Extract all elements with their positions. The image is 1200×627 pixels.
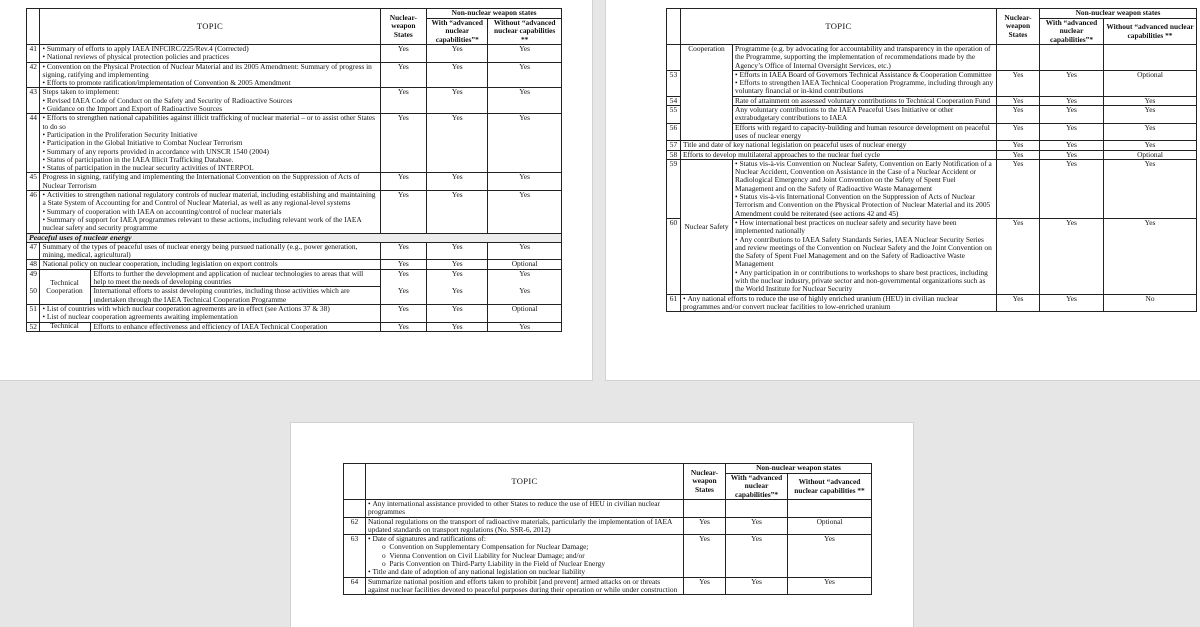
table-row: 41 • Summary of efforts to apply IAEA INFCIRC/225/Rev.4 (Corrected) • National reviews of physical protection policies and practices Yes Yes Yes	[27, 45, 562, 63]
category-label: Technical	[38, 322, 91, 332]
category-label: Nuclear Safety	[681, 159, 733, 294]
table-row: 46 • Activities to strengthen national regulatory controls of nuclear material, including establishing and maintaining a State System of Accounting for and Control of Nuclear Material, as well as any regional-level systems • Summary of cooperation with IAEA on accounting/control of nuclear materials • Summary of support for IAEA programmes relevant to these actions, including relevant work of the IAEA nuclear safety and security programme Yes Yes Yes	[27, 191, 562, 233]
without-advanced-header: Without “advanced nuclear capabilities **	[488, 19, 562, 45]
table-row: 55 Any voluntary contributions to the IAEA Peaceful Uses Initiative or other extrabudgetary contributions to IAEA Yes Yes Yes	[667, 106, 1197, 124]
topic-cell: Technical Cooperation Efforts to further the development and application of nuclear technologies to areas that will help to meet the needs of developing countries International efforts to assist developing countries, including those activities which are undertaken through the IAEA Technical Cooperation Programme	[40, 269, 380, 304]
topic-header: TOPIC	[681, 9, 997, 45]
without-advanced-header: Without “advanced nuclear capabilities **	[1104, 19, 1197, 45]
topic-cell: • Summary of efforts to apply IAEA INFCIRC/225/Rev.4 (Corrected) • National reviews of physical protection policies and practices	[40, 45, 380, 63]
document-page-2	[606, 0, 1200, 380]
table-row: 64 Summarize national position and efforts taken to prohibit [and prevent] armed attacks on or threats against nuclear facilities devoted to peaceful purposes during their operation or while under construction Yes Yes Yes	[344, 577, 872, 595]
topic-cell: • Convention on the Physical Protection of Nuclear Material and its 2005 Amendment: Summary of progress in signing, ratifying and implementing • Efforts to promote ratification/implementation of Convention & 2005 Amendment	[40, 62, 380, 88]
table-row: 43 Steps taken to implement: • Revised IAEA Code of Conduct on the Safety and Security of Radioactive Sources • Guidance on the Import and Export of Radioactive Sources Yes Yes Yes	[27, 88, 562, 114]
reporting-table-3	[343, 463, 872, 595]
nws-header: Nuclear-weapon States	[684, 464, 726, 500]
topic-cell: • Date of signatures and ratifications of: o Convention on Supplementary Compensation for Nuclear Damage; o Vienna Convention on Civil Liability for Nuclear Damage; and/or o Paris Convention on Third-Party Liability in the Field of Nuclear Energy • Title and date of adoption of any national legislation on nuclear liability	[366, 535, 684, 577]
reporting-table-1	[26, 8, 562, 332]
num-header	[27, 9, 40, 45]
table-row: 44 • Efforts to strengthen national capabilities against illicit trafficking of nuclear material – or to assist other States to do so • Participation in the Proliferation Security Initiative • Participation in the Global Initiative to Combat Nuclear Terrorism • Summary of any reports provided in accordance with UNSCR 1540 (2004) • Status of participation in the IAEA Illicit Trafficking Database. • Status of participation in the nuclear security activities of INTERPOL Yes Yes Yes	[27, 114, 562, 173]
topic-cell: • List of countries with which nuclear cooperation agreements are in effect (see Actions 37 & 38) • List of nuclear cooperation agreements awaiting implementation	[40, 304, 380, 322]
table-row: 45 Progress in signing, ratifying and implementing the International Convention on the Suppression of Acts of Nuclear Terrorism Yes Yes Yes	[27, 173, 562, 191]
category-label: Technical Cooperation	[38, 269, 91, 305]
table-row: • Any international assistance provided to other States to reduce the use of HEU in civilian nuclear programmes	[344, 500, 872, 518]
topic-cell: • Efforts in IAEA Board of Governors Technical Assistance & Cooperation Committee • Efforts to strengthen IAEA Technical Cooperation Programme, including through any voluntary financial or in-kind contributions	[733, 70, 997, 96]
nws-header: Nuclear-weapon States	[380, 9, 427, 45]
table-row: 57 Title and date of key national legislation on peaceful uses of nuclear energy Yes Yes Yes	[667, 141, 1197, 150]
table-row: Cooperation Programme (e.g. by advocating for accountability and transparency in the operation of the Programme, supporting the implementation of recommendations made by the Agency’s Office of Internal Oversight Services, etc.)	[667, 45, 1197, 71]
document-page-1	[0, 0, 592, 380]
table-row: 52 Technical Efforts to enhance effectiveness and efficiency of IAEA Technical Cooperation Yes Yes Yes	[27, 322, 562, 331]
topic-cell: • How international best practices on nuclear safety and security have been implemented nationally • Any contributions to IAEA Safety Standards Series, IAEA Nuclear Security Series and review meetings of the Convention on Nuclear Safety and the Joint Convention on the Safety of Spent Fuel Management and on the Safety of Radioactive Waste Management • Any participation in or contributions to workshops to share best practices, including with the nuclear industry, private sector and non-governmental organizations such as the World Institute for Nuclear Security	[733, 218, 997, 294]
reporting-table-2	[666, 8, 1197, 312]
topic-cell: • Activities to strengthen national regulatory controls of nuclear material, including establishing and maintaining a State System of Accounting for and Control of Nuclear Material, as well as any regional-level systems • Summary of cooperation with IAEA on accounting/control of nuclear materials • Summary of support for IAEA programmes relevant to these actions, including relevant work of the IAEA nuclear safety and security programme	[40, 191, 380, 233]
table-row: 51 • List of countries with which nuclear cooperation agreements are in effect (see Actions 37 & 38) • List of nuclear cooperation agreements awaiting implementation Yes Yes Optional	[27, 304, 562, 322]
table-row: 53 • Efforts in IAEA Board of Governors Technical Assistance & Cooperation Committee • Efforts to strengthen IAEA Technical Cooperation Programme, including through any voluntary financial or in-kind contributions Yes Yes Optional	[667, 70, 1197, 96]
topic-cell: Steps taken to implement: • Revised IAEA Code of Conduct on the Safety and Security of Radioactive Sources • Guidance on the Import and Export of Radioactive Sources	[40, 88, 380, 114]
nnws-header: Non-nuclear weapon states	[1040, 9, 1197, 19]
category-label: Cooperation	[681, 45, 733, 141]
section-row	[27, 233, 562, 242]
table-row: 59 Nuclear Safety • Status vis-à-vis Convention on Nuclear Safety, Convention on Early Notification of a Nuclear Accident, Convention on Assistance in the Case of a Nuclear Accident or Radiological Emergency and Joint Convention on the Safety of Spent Fuel Management and on the Safety of Radioactive Waste Management • Status vis-à-vis International Convention on the Suppression of Acts of Nuclear Terrorism and Convention on the Physical Protection of Nuclear Material and its 2005 Amendment could be reiterated (see actions 42 and 45) Yes Yes Yes	[667, 159, 1197, 218]
topic-cell: • Status vis-à-vis Convention on Nuclear Safety, Convention on Early Notification of a Nuclear Accident, Convention on Assistance in the Case of a Nuclear Accident or Radiological Emergency and Joint Convention on the Safety of Spent Fuel Management and on the Safety of Radioactive Waste Management • Status vis-à-vis International Convention on the Suppression of Acts of Nuclear Terrorism and Convention on the Physical Protection of Nuclear Material and its 2005 Amendment could be reiterated (see actions 42 and 45)	[733, 159, 997, 218]
topic-cell: • Efforts to strengthen national capabilities against illicit trafficking of nuclear material – or to assist other States to do so • Participation in the Proliferation Security Initiative • Participation in the Global Initiative to Combat Nuclear Terrorism • Summary of any reports provided in accordance with UNSCR 1540 (2004) • Status of participation in the IAEA Illicit Trafficking Database. • Status of participation in the nuclear security activities of INTERPOL	[40, 114, 380, 173]
table-row: 42 • Convention on the Physical Protection of Nuclear Material and its 2005 Amendment: Summary of progress in signing, ratifying and implementing • Efforts to promote ratification/implementation of Convention & 2005 Amendment Yes Yes Yes	[27, 62, 562, 88]
table-row: 54 Rate of attainment on assessed voluntary contributions to Technical Cooperation Fund Yes Yes Yes	[667, 96, 1197, 105]
with-advanced-header: With “advanced nuclear capabilities”*	[726, 474, 788, 500]
table-row: 56 Efforts with regard to capacity-building and human resource development on peaceful uses of nuclear energy Yes Yes Yes	[667, 123, 1197, 141]
nnws-header: Non-nuclear weapon states	[427, 9, 562, 19]
nnws-header: Non-nuclear weapon states	[726, 464, 872, 474]
without-advanced-header: Without “advanced nuclear capabilities **	[788, 474, 872, 500]
with-advanced-header: With “advanced nuclear capabilities”*	[1040, 19, 1104, 45]
section-heading: Peaceful uses of nuclear energy	[27, 233, 562, 242]
table-row: 60 • How international best practices on nuclear safety and security have been implemented nationally • Any contributions to IAEA Safety Standards Series, IAEA Nuclear Security Series and review meetings of the Convention on Nuclear Safety and the Joint Convention on the Safety of Spent Fuel Management and on the Safety of Radioactive Waste Management • Any participation in or contributions to workshops to share best practices, including with the nuclear industry, private sector and non-governmental organizations such as the World Institute for Nuclear Security Yes Yes Yes	[667, 218, 1197, 294]
table-row: 47 Summary of the types of peaceful uses of nuclear energy being pursued nationally (e.g., power generation, mining, medical, agricultural) Yes Yes Yes	[27, 242, 562, 260]
with-advanced-header: With “advanced nuclear capabilities”*	[427, 19, 488, 45]
topic-header: TOPIC	[40, 9, 380, 45]
table-row: 62 National regulations on the transport of radioactive materials, particularly the implementation of IAEA updated standards on transport regulations (No. SSR-6, 2012) Yes Yes Optional	[344, 517, 872, 535]
table-row: 63 • Date of signatures and ratifications of: o Convention on Supplementary Compensation for Nuclear Damage; o Vienna Convention on Civil Liability for Nuclear Damage; and/or o Paris Convention on Third-Party Liability in the Field of Nuclear Energy • Title and date of adoption of any national legislation on nuclear liability Yes Yes Yes	[344, 535, 872, 577]
table-row: 49 50 Technical Cooperation Efforts to further the development and application of nuclear technologies to areas that will help to meet the needs of developing countries International efforts to assist developing countries, including those activities which are undertaken through the IAEA Technical Cooperation Programme Yes Yes Yes Yes Yes Yes	[27, 269, 562, 304]
table-row: 48 National policy on nuclear cooperation, including legislation on export controls Yes Yes Optional	[27, 260, 562, 269]
table-row: 61 • Any national efforts to reduce the use of highly enriched uranium (HEU) in civilian nuclear programmes and/or convert nuclear facilities to low-enriched uranium Yes Yes No	[667, 294, 1197, 312]
nws-header: Nuclear-weapon States	[997, 9, 1040, 45]
document-page-3	[291, 423, 913, 627]
topic-header: TOPIC	[366, 464, 684, 500]
table-row: 58 Efforts to develop multilateral approaches to the nuclear fuel cycle Yes Yes Optional	[667, 150, 1197, 159]
